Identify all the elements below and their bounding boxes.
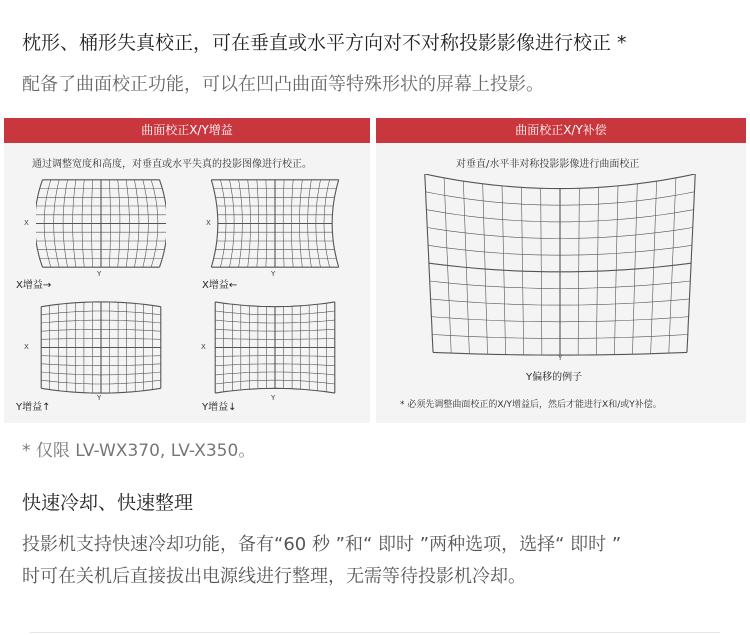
- subheading: 配备了曲面校正功能，可以在凹凸曲面等特殊形状的屏幕上投影。: [22, 74, 544, 95]
- grid1-y-axis: Y: [97, 270, 102, 278]
- xy-gain-panel: [4, 118, 370, 423]
- xy-gain-panel-title: 曲面校正X/Y增益: [4, 118, 370, 143]
- section2-heading: 快速冷却、快速整理: [22, 492, 194, 514]
- x-gain-decrease-grid: [210, 176, 340, 271]
- xy-offset-panel: [376, 118, 746, 423]
- x-gain-decrease-label: X增益←: [202, 280, 238, 291]
- grid1-x-axis: X: [24, 219, 29, 227]
- x-gain-increase-grid: [36, 176, 166, 271]
- grid3-y-axis: Y: [97, 394, 102, 402]
- y-gain-decrease-grid: [210, 300, 340, 395]
- bottom-divider: [30, 632, 720, 633]
- main-heading: 枕形、桶形失真校正，可在垂直或水平方向对不对称投影影像进行校正 *: [22, 32, 627, 54]
- section2-line2: 时可在关机后直接拔出电源线进行整理，无需等待投影机冷却。: [22, 566, 526, 587]
- y-offset-example-caption: Y偏移的例子: [526, 372, 583, 383]
- y-offset-grid: [422, 174, 698, 356]
- y-gain-increase-label: Y增益↑: [16, 402, 51, 413]
- grid4-y-axis: Y: [271, 394, 276, 402]
- section2-line1: 投影机支持快速冷却功能，备有“60 秒 ”和“ 即时 ”两种选项，选择“ 即时 ”: [22, 534, 622, 555]
- grid3-x-axis: X: [24, 343, 29, 351]
- y-gain-increase-grid: [36, 300, 166, 395]
- x-gain-increase-label: X增益→: [16, 280, 52, 291]
- xy-gain-description: 通过调整宽度和高度，对垂直或水平失真的投影图像进行校正。: [32, 159, 312, 170]
- grid2-y-axis: Y: [271, 270, 276, 278]
- model-footnote: * 仅限 LV-WX370, LV-X350。: [22, 441, 256, 461]
- offset-grid-y-axis: Y: [558, 354, 563, 362]
- offset-note: * 必须先调整曲面校正的X/Y增益后，然后才能进行X和/或Y补偿。: [400, 400, 662, 410]
- grid4-x-axis: X: [201, 343, 206, 351]
- grid2-x-axis: X: [206, 219, 211, 227]
- y-gain-decrease-label: Y增益↓: [202, 402, 237, 413]
- xy-offset-description: 对垂直/水平非对称投影影像进行曲面校正: [456, 159, 640, 170]
- xy-offset-panel-title: 曲面校正X/Y补偿: [376, 118, 746, 143]
